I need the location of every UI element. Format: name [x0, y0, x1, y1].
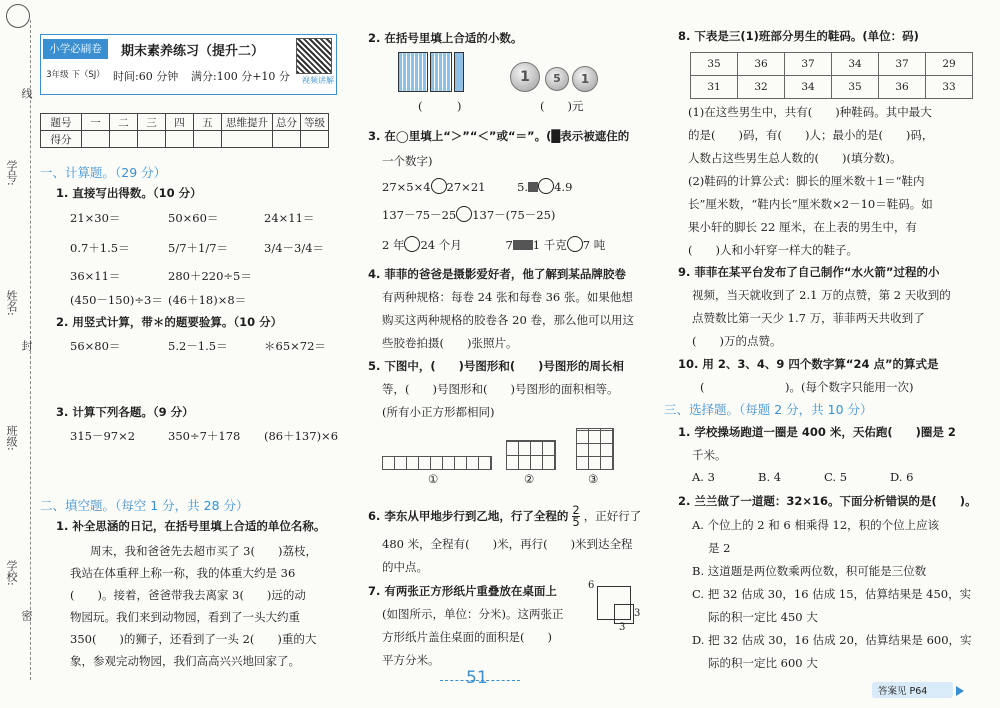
table-cell: 32 — [738, 76, 785, 99]
score-input[interactable] — [301, 131, 329, 148]
score-table — [40, 113, 329, 148]
diary-line: 周末，我和爸爸先去超市买了 3( )荔枝， — [90, 544, 317, 558]
col2-q6-line: 的中点。 — [382, 560, 428, 574]
score-cell: 总分 — [273, 114, 301, 131]
margin-mi: 密 — [20, 610, 33, 621]
option-d[interactable]: D. 6 — [890, 470, 914, 484]
compare-left: 2 年 — [382, 238, 405, 252]
score-cell: 二 — [110, 114, 138, 131]
table-cell: 31 — [691, 76, 738, 99]
calc-item: 315－97×2 — [70, 429, 136, 443]
sec1-q3: 3. 计算下列各题。（9 分） — [56, 405, 194, 419]
exam-score: 满分:100 分+10 分 — [191, 70, 290, 83]
q8-line: ( )人和小轩穿一样大的鞋子。 — [688, 243, 858, 257]
calc-item: 0.7＋1.5＝ — [70, 241, 130, 255]
fraction-denominator: 5 — [572, 515, 580, 529]
shape-3 — [576, 428, 614, 470]
compare-row-1 — [382, 178, 572, 194]
score-cell: 三 — [138, 114, 166, 131]
table-row — [691, 76, 973, 99]
table-row — [691, 53, 973, 76]
calc-item: 3/4－3/4＝ — [264, 241, 325, 255]
hidden-digit-icon — [523, 240, 533, 250]
score-input[interactable] — [166, 131, 194, 148]
q9-line: 点赞数比第一天少 1.7 万，菲菲两天共收到了 — [692, 311, 925, 325]
compare-circle[interactable] — [567, 236, 583, 252]
calc-item: ＊65×72＝ — [264, 339, 326, 353]
score-cell: 得分 — [41, 131, 82, 148]
col2-q5-line: 等，( )号图形和( )号图形的面积相等。 — [382, 382, 619, 396]
margin-school: 学校: — [5, 560, 18, 586]
col2-q7-line: (如图所示，单位：分米)。这两张正 — [382, 607, 564, 621]
s2-line: 2. 兰兰做了一道题：32×16。下面分析错误的是( )。 — [678, 494, 977, 508]
table-cell: 34 — [832, 53, 879, 76]
q9-line: ( )万的点赞。 — [692, 334, 782, 348]
coin-icon: 5 — [545, 67, 569, 91]
coin-icon: 1 — [510, 62, 540, 92]
option-c[interactable]: C. 把 32 估成 30，16 估成 15，估算结果是 450，实 — [692, 587, 972, 601]
calc-item: (46＋18)×8＝ — [168, 293, 247, 307]
col2-q7-line: 7. 有两张正方形纸片重叠放在桌面上 — [368, 584, 557, 598]
exam-time: 时间:60 分钟 — [113, 70, 179, 83]
compare-circle[interactable] — [538, 178, 554, 194]
hidden-digit-icon — [513, 240, 523, 250]
sec1-q1: 1. 直接写出得数。（10 分） — [56, 186, 202, 200]
margin-name: 姓名: — [5, 290, 18, 316]
page-number: 51 — [466, 668, 488, 688]
s1-line: 千米。 — [692, 448, 727, 462]
col2-q4-line: 些胶卷拍摄( )张照片。 — [382, 336, 518, 350]
q9-line: 9. 菲菲在某平台发布了自己制作“水火箭”过程的小 — [678, 265, 940, 279]
q9-line: 视频，当天就收到了 2.1 万的点赞，第 2 天收到的 — [692, 288, 951, 302]
calc-item: 5.2－1.5＝ — [168, 339, 228, 353]
exam-title: 期末素养练习（提升二） — [121, 44, 265, 59]
q10-line: 10. 用 2、3、4、9 四个数字算“24 点”的算式是 — [678, 357, 939, 371]
compare-left: 137－75－25 — [382, 208, 457, 222]
margin-xian: 线 — [20, 88, 33, 99]
square-label: 3 — [634, 608, 641, 619]
shape-label: ② — [524, 472, 535, 486]
option-d[interactable]: D. 把 32 估成 30，16 估成 20，估算结果是 600，实 — [692, 633, 972, 647]
score-input[interactable] — [222, 131, 273, 148]
option-b[interactable]: B. 4 — [758, 470, 782, 484]
shape-1 — [382, 456, 492, 470]
score-cell: 题号 — [41, 114, 82, 131]
diary-line: 象，参观完动物园，我们高高兴兴地回家了。 — [70, 654, 300, 668]
score-cell: 四 — [166, 114, 194, 131]
compare-circle[interactable] — [404, 236, 420, 252]
table-cell: 37 — [785, 53, 832, 76]
overlap-squares-figure — [588, 580, 642, 633]
q6-text: ，正好行了 — [583, 509, 642, 523]
s1-line: 1. 学校操场跑道一圈是 400 米，天佑跑( )圈是 2 — [678, 425, 956, 439]
col2-q7-line: 平方分米。 — [382, 653, 440, 667]
col2-q4-line: 购买这两种规格的胶卷各 20 卷，那么他可以用这 — [382, 313, 634, 327]
grade-label: 3年级 下（SJ） — [46, 70, 105, 80]
q8-line: 的是( )码，有( )人；最小的是( )码， — [688, 128, 934, 142]
diary-line: ( )。接着，爸爸带我去离家 3( )远的动 — [70, 588, 306, 602]
compare-right: 27×21 — [446, 180, 486, 194]
compare-right: 4.9 — [554, 180, 573, 194]
q8-line: 长”厘米数，“鞋内长”厘米数×2－10＝鞋码。如 — [688, 197, 933, 211]
option-b[interactable]: B. 这道题是两位数乘两位数，积可能是三位数 — [692, 564, 927, 578]
compare-left: 7 — [505, 238, 513, 252]
calc-item: (450－150)÷3＝ — [70, 293, 163, 307]
score-cell: 等级 — [301, 114, 329, 131]
shape-label: ① — [428, 472, 439, 486]
compare-right: 137－(75－25) — [472, 208, 556, 222]
compare-right: 24 个月 — [420, 238, 462, 252]
compare-row-3 — [382, 236, 605, 253]
option-a[interactable]: A. 3 — [692, 470, 715, 484]
col2-q6-line: 480 米，全程有( )米，再行( )米到达全程 — [382, 537, 633, 551]
option-c[interactable]: C. 5 — [824, 470, 848, 484]
square-label: 6 — [588, 580, 595, 591]
calc-item: 280＋220÷5＝ — [168, 269, 252, 283]
s2-line: 际的积一定比 450 大 — [708, 610, 818, 624]
section-3-title: 三、选择题。（每题 2 分，共 10 分） — [664, 402, 873, 417]
table-cell: 36 — [738, 53, 785, 76]
score-input[interactable] — [273, 131, 301, 148]
shape-2 — [506, 440, 556, 470]
col3-q8: 8. 下表是三(1)班部分男生的鞋码。(单位：码) — [678, 29, 919, 43]
diary-line: 350( )的狮子，还看到了一头 2( )重的大 — [70, 632, 317, 646]
sec1-q2: 2. 用竖式计算，带＊的题要验算。（10 分） — [56, 315, 283, 329]
table-cell: 29 — [926, 53, 973, 76]
coin-icon: 1 — [572, 66, 598, 92]
calc-item: 24×11＝ — [264, 211, 315, 225]
hidden-digit-icon — [528, 182, 538, 192]
score-cell: 思维提升 — [222, 114, 273, 131]
calc-item: 50×60＝ — [168, 211, 219, 225]
stick-bundle-figure — [398, 52, 468, 90]
compare-row-2 — [382, 206, 555, 223]
q8-line: (1)在这些男生中，共有( )种鞋码。其中最大 — [688, 105, 932, 119]
fraction — [572, 505, 579, 528]
q8-line: (2)鞋码的计算公式：脚长的厘米数＋1＝“鞋内 — [688, 174, 925, 188]
arrow-right-icon — [956, 686, 964, 696]
col2-q5-line: (所有小正方形都相同) — [382, 405, 495, 419]
compare-circle[interactable] — [431, 178, 447, 194]
coin-answer-blank[interactable]: ( )元 — [540, 99, 584, 113]
compare-mid: 1 千克 — [532, 238, 567, 252]
calc-item: 36×11＝ — [70, 269, 121, 283]
table-cell: 35 — [691, 53, 738, 76]
margin-feng: 封 — [20, 340, 33, 351]
col2-q4-line: 4. 菲菲的爸爸是摄影爱好者，他了解到某品牌胶卷 — [368, 267, 626, 281]
table-cell: 33 — [926, 76, 973, 99]
score-cell: 五 — [194, 114, 222, 131]
s2-line: 是 2 — [708, 541, 731, 555]
score-cell: 一 — [82, 114, 110, 131]
calc-item: 5/7＋1/7＝ — [168, 241, 229, 255]
col2-q4-line: 有两种规格：每卷 24 张和每卷 36 张。如果他想 — [382, 290, 633, 304]
owl-icon — [6, 4, 30, 28]
table-cell: 35 — [832, 76, 879, 99]
page-number-decoration — [440, 680, 520, 681]
sec2-q1: 1. 补全思涵的日记，在括号里填上合适的单位名称。 — [56, 519, 326, 533]
col2-q7-line: 方形纸片盖住桌面的面积是( ) — [382, 630, 552, 644]
margin-school-no: 学号: — [5, 160, 18, 186]
fraction-numerator: 2 — [572, 503, 580, 517]
diary-line: 我站在体重秤上称一称，我的体重大约是 36 — [70, 566, 296, 580]
score-input[interactable] — [194, 131, 222, 148]
score-input[interactable] — [110, 131, 138, 148]
q10-line: ( )。(每个数字只能用一次) — [700, 380, 914, 394]
table-cell: 37 — [879, 53, 926, 76]
margin-class: 班级: — [5, 425, 18, 451]
col2-q3-note: 一个数字) — [382, 154, 433, 168]
calc-item: 350÷7＋178 — [168, 429, 241, 443]
section-2-title: 二、填空题。（每空 1 分，共 28 分） — [40, 498, 249, 513]
qr-code-icon[interactable] — [296, 38, 332, 74]
stick-answer-blank[interactable]: ( ) — [418, 99, 462, 113]
q8-line: 人数占这些男生总人数的( )(填分数)。 — [688, 151, 902, 165]
compare-right: 7 吨 — [582, 238, 606, 252]
col2-q2: 2. 在括号里填上合适的小数。 — [368, 31, 523, 45]
calc-item: 21×30＝ — [70, 211, 121, 225]
compare-circle[interactable] — [456, 206, 472, 222]
col2-q6-line — [368, 505, 641, 528]
compare-left: 27×5×4 — [382, 180, 431, 194]
table-cell: 36 — [879, 76, 926, 99]
score-input[interactable] — [138, 131, 166, 148]
q6-text: 6. 李东从甲地步行到乙地，行了全程的 — [368, 509, 569, 523]
answer-reference[interactable]: 答案见 P64 — [872, 682, 953, 698]
shape-label: ③ — [588, 472, 599, 486]
brand-label: 小学必刷卷 — [43, 39, 108, 59]
calc-item: (86＋137)×6 — [264, 429, 339, 443]
score-header-row — [41, 114, 329, 131]
compare-left: 5. — [517, 180, 529, 194]
qr-label: 视频讲解 — [302, 76, 334, 85]
score-value-row — [41, 131, 329, 148]
table-cell: 34 — [785, 76, 832, 99]
diary-line: 物园玩。我们来到动物园，看到了一头大约重 — [70, 610, 300, 624]
col2-q5-line: 5. 下图中，( )号图形和( )号图形的周长相 — [368, 359, 624, 373]
q8-line: 果小轩的脚长 22 厘米，在上表的男生中，有 — [688, 220, 917, 234]
s2-line: 际的积一定比 600 大 — [708, 656, 818, 670]
square-label: 3 — [619, 622, 626, 633]
score-input[interactable] — [82, 131, 110, 148]
col2-q3: 3. 在◯里填上“＞”“＜”或“＝”。(█表示被遮住的 — [368, 129, 630, 143]
calc-item: 56×80＝ — [70, 339, 121, 353]
shoe-size-table — [690, 52, 973, 99]
header-box — [40, 34, 337, 95]
option-a[interactable]: A. 个位上的 2 和 6 相乘得 12，积的个位上应该 — [692, 518, 940, 532]
section-1-title: 一、计算题。（29 分） — [40, 165, 167, 180]
